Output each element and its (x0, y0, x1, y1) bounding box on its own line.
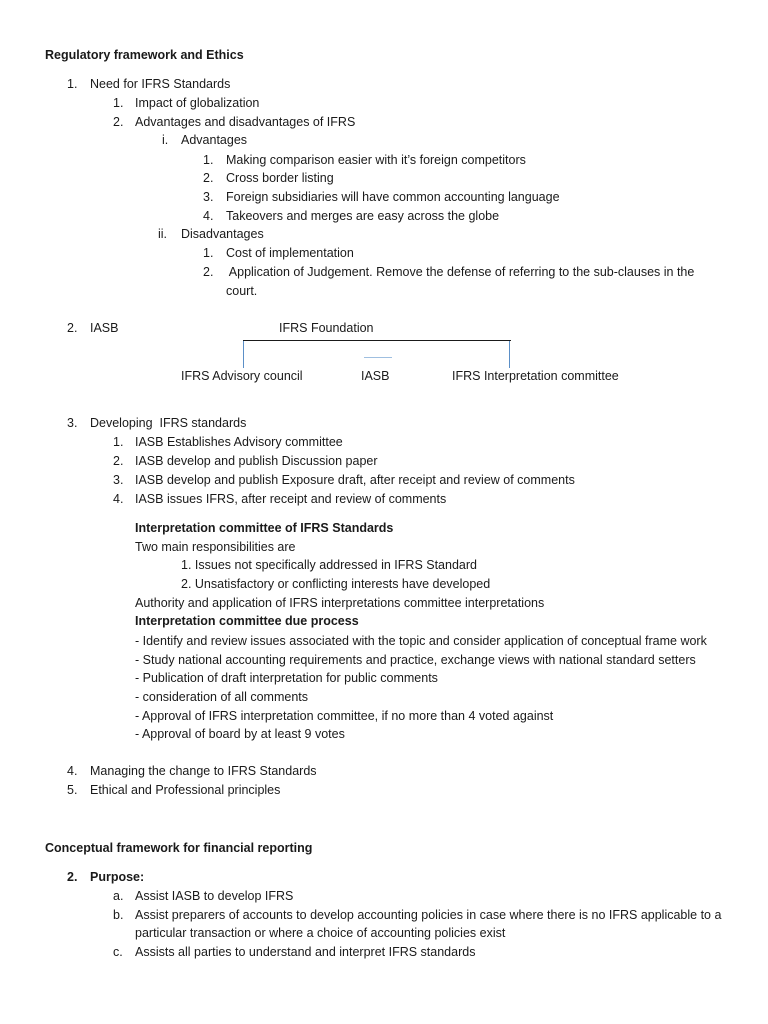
org-node-right: IFRS Interpretation committee (452, 369, 619, 383)
list-item: Purpose: (90, 870, 145, 884)
list-number: 4. (203, 209, 214, 223)
list-number: 5. (67, 783, 78, 797)
list-item-continuation: court. (226, 284, 258, 298)
list-item: Developing IFRS standards (90, 416, 247, 430)
org-connector-right (509, 341, 510, 368)
list-item: 1. Issues not specifically addressed in IFRS Standard (181, 558, 477, 572)
list-number: 4. (67, 764, 78, 778)
list-item: - Approval of IFRS interpretation committee, if no more than 4 voted against (135, 709, 554, 723)
list-number: 2. (203, 265, 214, 279)
list-item: Assist preparers of accounts to develop accounting policies in case where there is no IFRS applicable to a (135, 908, 722, 922)
list-item: IASB develop and publish Discussion paper (135, 454, 378, 468)
list-item: Managing the change to IFRS Standards (90, 764, 317, 778)
subheading: Interpretation committee of IFRS Standards (135, 521, 394, 535)
list-item: Impact of globalization (135, 96, 260, 110)
list-item: Need for IFRS Standards (90, 77, 231, 91)
list-number: 4. (113, 492, 124, 506)
org-node-middle: IASB (361, 369, 390, 383)
list-item-continuation: particular transaction or where a choice of accounting policies exist (135, 926, 506, 940)
paragraph: Two main responsibilities are (135, 540, 296, 554)
list-item: IASB issues IFRS, after receipt and review of comments (135, 492, 447, 506)
list-number: 1. (113, 435, 124, 449)
subheading: Interpretation committee due process (135, 614, 359, 628)
section-title: Conceptual framework for financial reporting (45, 841, 313, 855)
list-item: Assists all parties to understand and interpret IFRS standards (135, 945, 476, 959)
list-number: 2. (67, 321, 78, 335)
section-title: Regulatory framework and Ethics (45, 48, 244, 62)
list-number: 1. (113, 96, 124, 110)
list-item: Cross border listing (226, 171, 334, 185)
list-number: 2. (203, 171, 214, 185)
list-item: Disadvantages (181, 227, 264, 241)
list-item: Takeovers and merges are easy across the globe (226, 209, 500, 223)
list-item: Application of Judgement. Remove the defense of referring to the sub-clauses in the (226, 265, 695, 279)
list-item: IASB Establishes Advisory committee (135, 435, 343, 449)
list-number: 3. (203, 190, 214, 204)
list-number: 2. (67, 870, 78, 884)
org-connector-left (243, 341, 244, 368)
paragraph: Authority and application of IFRS interpretations committee interpretations (135, 596, 545, 610)
list-number: i. (162, 133, 169, 147)
list-number: 2. (113, 115, 124, 129)
list-item: - Identify and review issues associated with the topic and consider application of conceptual frame work (135, 634, 707, 648)
list-item: 2. Unsatisfactory or conflicting interests have developed (181, 577, 491, 591)
org-connector-horizontal (243, 340, 511, 341)
list-item: - Publication of draft interpretation for public comments (135, 671, 438, 685)
list-number: c. (113, 945, 123, 959)
list-number: 1. (67, 77, 78, 91)
list-number: 2. (113, 454, 124, 468)
list-number: 1. (203, 246, 214, 260)
org-node-top: IFRS Foundation (279, 321, 374, 335)
list-number: b. (113, 908, 124, 922)
list-item: IASB develop and publish Exposure draft, after receipt and review of comments (135, 473, 575, 487)
list-item: Cost of implementation (226, 246, 354, 260)
list-number: 3. (67, 416, 78, 430)
list-item: Foreign subsidiaries will have common accounting language (226, 190, 560, 204)
list-number: 3. (113, 473, 124, 487)
list-number: a. (113, 889, 124, 903)
list-item: - Study national accounting requirements and practice, exchange views with national standard setters (135, 653, 696, 667)
org-connector-middle (364, 357, 392, 358)
org-node-left: IFRS Advisory council (181, 369, 303, 383)
list-item: Making comparison easier with it’s foreign competitors (226, 153, 526, 167)
list-item: Advantages (181, 133, 248, 147)
list-item: Ethical and Professional principles (90, 783, 281, 797)
list-number: 1. (203, 153, 214, 167)
list-number: ii. (158, 227, 168, 241)
list-item: IASB (90, 321, 119, 335)
list-item: - consideration of all comments (135, 690, 308, 704)
list-item: Assist IASB to develop IFRS (135, 889, 294, 903)
list-item: - Approval of board by at least 9 votes (135, 727, 345, 741)
list-item: Advantages and disadvantages of IFRS (135, 115, 356, 129)
